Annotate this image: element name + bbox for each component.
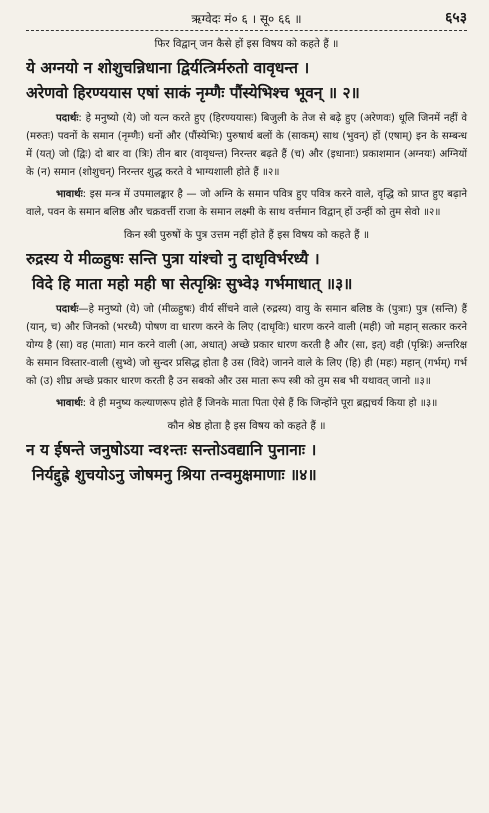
mantra-line: निर्यद्दुह्रे शुचयोऽनु जोषमनु श्रिया तन्वमुक्षमाणाः ॥४॥ xyxy=(32,466,317,484)
mantra-line: अरेणवो हिरण्ययास एषां साकं नृम्णैः पौंस्येभिश्च भूवन् ॥ २॥ xyxy=(26,84,360,102)
running-head xyxy=(26,0,467,30)
bhavartha-label: भावार्थः xyxy=(56,189,83,200)
padartha-paragraph xyxy=(26,301,467,391)
bhavartha-text: वे ही मनुष्य कल्याणरूप होते हैं जिनके माता पिता ऐसे हैं कि जिन्होंने पूरा ब्रह्मचर्य किया हो ॥३॥ xyxy=(89,398,438,409)
padartha-text: —हे मनुष्यो (ये) जो (मीळ्हुषः) वीर्य सींचने वाले (रुद्रस्य) वायु के समान बलिष्ठ के (पुत्राः) पुत्र (सन्ति) हैं (यान्, च) और जिनको (भरध्यै) पोषण वा धारण करने के लिए (दाधृविः) धारण करने वाली (मही) जो महान् सत्कार करने योग्य है (सा) वह (माता) मान करने वाली (आ, अधात्) अच्छे प्रकार धारण करती है और (सा, इत्) वही (पृश्निः) अन्तरिक्ष के समान विस्तार-वाली (सुभ्वे) जो सुन्दर प्रसिद्ध होता है उस (विदे) जानने वाले के लिए (हि) ही (महः) महान् (गर्भम्) गर्भ को (उ) शीघ्र अच्छे प्रकार धारण करती है उन सबको और उस माता रूप स्त्री को तुम सब भी यथावत् जानो ॥३॥ xyxy=(26,304,467,387)
mantra-line: न य ईषन्ते जनुषोऽया न्व१न्तः सन्तोऽवद्यानि पुनानाः । xyxy=(26,441,317,459)
padartha-text: हे मनुष्यो (ये) जो यत्न करते हुए (हिरण्ययासः) बिजुली के तेज से बढ़े हुए (अरेणवः) धूलि जिनमें नहीं वे (मरुतः) पवनों के समान (नृम्णैः) धनों और (पौंस्येभिः) पुरुषार्थ बलों के (साकम्) साथ (भुवन्) हों (एषाम्) इन के सम्बन्ध में (यत्) जो (द्विः) दो बार वा (त्रिः) तीन बार (वावृधन्त) निरन्तर बढ़ते हैं (च) और (इधानाः) प्रकाशमान (अग्नयः) अग्नियों के (न) समान (शोशुचन्) निरन्तर शुद्ध करते वे भाग्यशाली होते हैं ॥२॥ xyxy=(26,113,468,178)
padartha-label: पदार्थः xyxy=(56,113,79,124)
running-head-title: ऋग्वेदः मं० ६ । सू० ६६ ॥ xyxy=(191,12,302,26)
header-rule xyxy=(26,30,467,31)
mantra-line: ये अग्नयो न शोशुचन्निधाना द्विर्यत्त्रिर्मरुतो वावृधन्त । xyxy=(26,59,310,77)
padartha-label: पदार्थः xyxy=(56,304,79,315)
section-question: किन स्त्री पुरुषों के पुत्र उत्तम नहीं होते हैं इस विषय को कहते हैं ॥ xyxy=(123,229,370,241)
bhavartha-paragraph: भावार्थः: इस मन्त्र में उपमालङ्कार है — जो अग्नि के समान पवित्र हुए पवित्र करने वाले, वृद्धि को प्राप्त हुए बढ़ाने वाले, पवन के समान बलिष्ठ और चक्रवर्त्ती राजा के समान लक्ष्मी के साथ वर्त्तमान विद्वान् हों उन्हीं को तुम सेवो ॥२॥ xyxy=(26,189,468,218)
padartha-paragraph: पदार्थः: हे मनुष्यो (ये) जो यत्न करते हुए (हिरण्ययासः) बिजुली के तेज से बढ़े हुए (अरेणवः) धूलि जिनमें नहीं वे (मरुतः) पवनों के समान (नृम्णैः) धनों और (पौंस्येभिः) पुरुषार्थ बलों के (साकम्) साथ (भुवन्) हों (एषाम्) इन के सम्बन्ध में (यत्) जो (द्विः) दो बार वा (त्रिः) तीन बार (वावृधन्त) निरन्तर बढ़ते हैं (च) और (इधानाः) प्रकाशमान (अग्नयः) अग्नियों के (न) समान (शोशुचन्) निरन्तर शुद्ध करते वे भाग्यशाली होते हैं ॥२॥ xyxy=(26,113,468,178)
bhavartha-text: इस मन्त्र में उपमालङ्कार है — जो अग्नि के समान पवित्र हुए पवित्र करने वाले, वृद्धि को प्राप्त हुए बढ़ाने वाले, पवन के समान बलिष्ठ और चक्रवर्त्ती राजा के समान लक्ष्मी के साथ वर्त्तमान विद्वान् हों उन्हीं को तुम सेवो ॥२॥ xyxy=(26,189,468,218)
bhavartha-label: भावार्थः xyxy=(56,398,83,409)
mantra-line: रुद्रस्य ये मीळ्हुषः सन्ति पुत्रा यांश्चो नु दाधृविर्भरध्यै । xyxy=(26,250,320,268)
bhavartha-paragraph: भावार्थः: वे ही मनुष्य कल्याणरूप होते हैं जिनके माता पिता ऐसे हैं कि जिन्होंने पूरा ब्रह्मचर्य किया हो ॥३॥ xyxy=(56,398,438,409)
mantra-line: विदे हि माता महो मही षा सेत्पृश्निः सुभ्वे३ गर्भमाधात् ॥३॥ xyxy=(32,275,353,293)
section-question: फिर विद्वान् जन कैसे हों इस विषय को कहते हैं ॥ xyxy=(154,38,339,50)
section-question: कौन श्रेष्ठ होता है इस विषय को कहते हैं ॥ xyxy=(167,420,326,432)
page-number: ६५३ xyxy=(445,10,467,26)
